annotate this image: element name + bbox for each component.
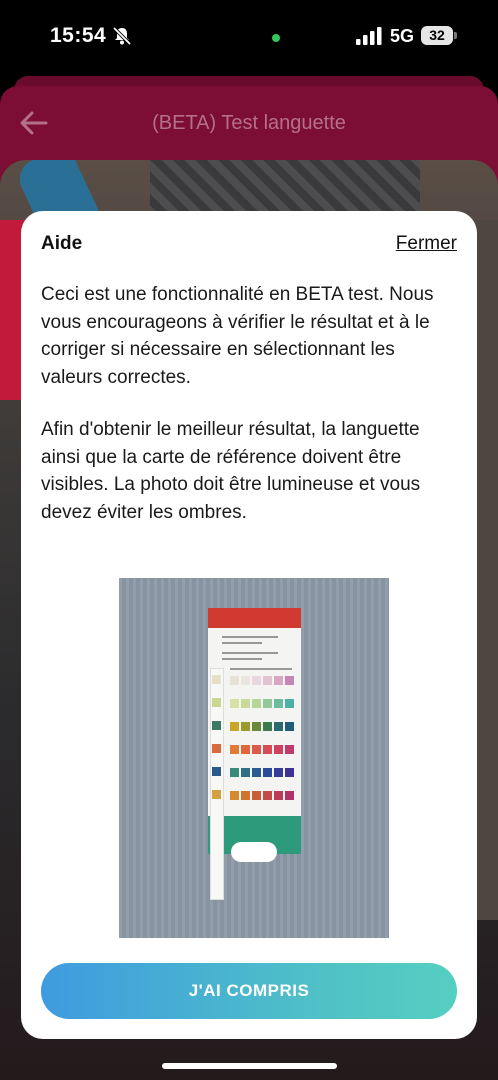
- reference-color-swatch: [230, 722, 239, 731]
- understood-button[interactable]: J'AI COMPRIS: [41, 963, 457, 1019]
- reference-color-swatch: [274, 745, 283, 754]
- bell-muted-icon: [112, 26, 132, 46]
- card-number-row: [230, 668, 292, 670]
- reference-color-swatch: [285, 768, 294, 777]
- camera-indicator: [272, 34, 280, 42]
- reference-color-swatch: [274, 791, 283, 800]
- reference-color-swatch: [241, 745, 250, 754]
- status-bar: [0, 0, 498, 76]
- reference-color-swatch: [252, 699, 261, 708]
- reference-color-swatch: [274, 676, 283, 685]
- reference-color-swatch: [274, 699, 283, 708]
- iopool-logo: [231, 842, 277, 862]
- reference-color-swatch: [230, 699, 239, 708]
- help-paragraph-2: Afin d'obtenir le meilleur résultat, la languette ainsi que la carte de référence doivent être visibles. La photo doit être lumineuse et vous devez éviter les ombres.: [41, 419, 421, 523]
- modal-title: Aide: [41, 233, 83, 254]
- strip-pad: [212, 790, 221, 799]
- reference-color-swatch: [263, 768, 272, 777]
- reference-color-swatch: [263, 699, 272, 708]
- card-text-line: [222, 658, 262, 660]
- card-text-line: [222, 636, 278, 638]
- reference-color-swatch: [241, 699, 250, 708]
- reference-color-swatch: [274, 768, 283, 777]
- reference-color-swatch: [285, 676, 294, 685]
- reference-color-swatch: [252, 722, 261, 731]
- reference-color-swatch: [252, 745, 261, 754]
- reference-color-swatch: [230, 676, 239, 685]
- reference-color-swatch: [285, 722, 294, 731]
- reference-color-swatch: [285, 745, 294, 754]
- reference-color-swatch: [274, 722, 283, 731]
- reference-color-swatch: [241, 768, 250, 777]
- reference-color-swatch: [230, 768, 239, 777]
- strip-pad: [212, 698, 221, 707]
- reference-color-swatch: [263, 722, 272, 731]
- reference-color-swatch: [263, 745, 272, 754]
- card-text-line: [222, 652, 278, 654]
- reference-color-swatch: [252, 676, 261, 685]
- reference-color-swatch: [230, 745, 239, 754]
- battery-icon: 32: [421, 26, 453, 45]
- reference-color-swatch: [241, 722, 250, 731]
- reference-color-swatch: [241, 791, 250, 800]
- reference-color-swatch: [230, 791, 239, 800]
- reference-color-swatch: [252, 768, 261, 777]
- card-text-line: [222, 642, 262, 644]
- example-photo: [119, 578, 389, 938]
- reference-color-swatch: [263, 791, 272, 800]
- signal-icon: [356, 27, 384, 45]
- battery-nub: [454, 32, 457, 39]
- reference-color-swatch: [285, 699, 294, 708]
- reference-color-swatch: [252, 791, 261, 800]
- test-strip: [210, 668, 224, 900]
- home-indicator[interactable]: [162, 1063, 337, 1069]
- status-time: 15:54: [50, 24, 107, 47]
- strip-pad: [212, 744, 221, 753]
- network-type: 5G: [390, 26, 415, 46]
- reference-color-swatch: [241, 676, 250, 685]
- reference-color-swatch: [263, 676, 272, 685]
- close-link[interactable]: Fermer: [395, 233, 457, 254]
- help-paragraph-1: Ceci est une fonctionnalité en BETA test. Nous vous encourageons à vérifier le résultat et à le corriger si nécessaire en sélectionnant les valeurs correctes.: [41, 284, 434, 388]
- strip-pad: [212, 767, 221, 776]
- card-header: [208, 608, 301, 628]
- page-title: (BETA) Test languette: [152, 112, 346, 134]
- help-modal: [21, 211, 477, 1039]
- strip-pad: [212, 675, 221, 684]
- strip-pad: [212, 721, 221, 730]
- reference-color-swatch: [285, 791, 294, 800]
